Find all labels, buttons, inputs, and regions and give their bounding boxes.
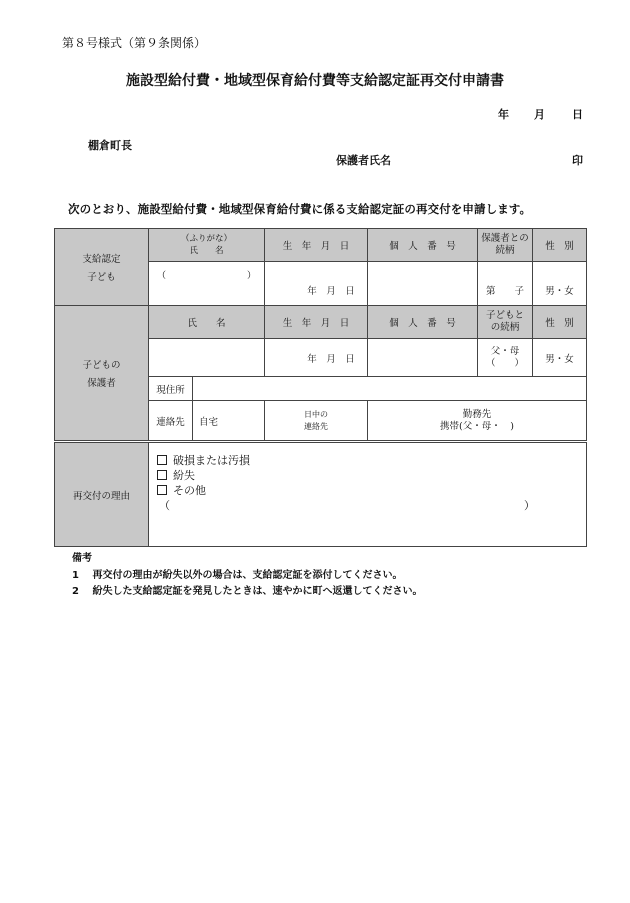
reason-option-other[interactable]: その他 <box>157 483 580 498</box>
guardian-relation-header: 子どもと の続柄 <box>478 306 533 339</box>
guardian-name-label: 保護者氏名 <box>336 154 391 167</box>
guardian-mynumber-header: 個 人 番 号 <box>368 306 478 339</box>
guardian-gender-field[interactable]: 男・女 <box>533 339 587 377</box>
child-relation-field[interactable]: 第 子 <box>478 262 533 306</box>
date-month-label: 月 <box>534 108 545 121</box>
guardian-birth-header: 生 年 月 日 <box>265 306 368 339</box>
child-name-field[interactable]: （ ） <box>149 262 265 306</box>
daytime-contact-label: 日中の 連絡先 <box>265 401 368 441</box>
reason-option-lost[interactable]: 紛失 <box>157 468 580 483</box>
child-birth-header: 生 年 月 日 <box>265 229 368 262</box>
reason-other-field[interactable]: （ ） <box>159 499 535 512</box>
guardian-mynumber-field[interactable] <box>368 339 478 377</box>
reason-option-damage[interactable]: 破損または汚損 <box>157 453 580 468</box>
guardian-name-field[interactable] <box>149 339 265 377</box>
guardian-relation-field[interactable]: 父・母 （ ） <box>478 339 533 377</box>
guardian-name-header: 氏 名 <box>149 306 265 339</box>
reason-label: 再交付の理由 <box>55 443 149 547</box>
child-mynumber-header: 個 人 番 号 <box>368 229 478 262</box>
guardian-gender-header: 性 別 <box>533 306 587 339</box>
reason-table <box>54 442 587 547</box>
address-field[interactable] <box>193 377 587 401</box>
document-title: 施設型給付費・地域型保育給付費等支給認定証再交付申請書 <box>126 73 504 89</box>
intro-text: 次のとおり、施設型給付費・地域型保育給付費に係る支給認定証の再交付を申請します。 <box>68 202 532 216</box>
home-phone-label: 自宅 <box>193 401 265 441</box>
child-gender-field[interactable]: 男・女 <box>533 262 587 306</box>
checkbox-icon[interactable] <box>157 470 167 480</box>
guardian-birth-field[interactable]: 年 月 日 <box>265 339 368 377</box>
addressee: 棚倉町長 <box>88 139 132 152</box>
date-year-label: 年 <box>498 108 509 121</box>
daytime-contact-field[interactable]: 勤務先 携帯(父・母・ ) <box>368 401 587 441</box>
child-mynumber-field[interactable] <box>368 262 478 306</box>
child-relation-header: 保護者との 続柄 <box>478 229 533 262</box>
checkbox-icon[interactable] <box>157 455 167 465</box>
contact-label: 連絡先 <box>149 401 193 441</box>
child-name-header: （ふりがな） 氏 名 <box>149 229 265 262</box>
guardian-section-label: 子どもの 保護者 <box>55 306 149 441</box>
form-number: 第８号様式（第９条関係） <box>62 36 207 50</box>
notes-heading: 備考 <box>72 553 92 564</box>
note-item: 2 紛失した支給認定証を発見したときは、速やかに町へ返還してください。 <box>72 586 423 597</box>
child-birth-field[interactable]: 年 月 日 <box>265 262 368 306</box>
application-form-table <box>54 228 587 441</box>
child-gender-header: 性 別 <box>533 229 587 262</box>
reason-options <box>149 443 587 547</box>
date-day-label: 日 <box>572 108 583 121</box>
checkbox-icon[interactable] <box>157 485 167 495</box>
address-label: 現住所 <box>149 377 193 401</box>
note-item: 1 再交付の理由が紛失以外の場合は、支給認定証を添付してください。 <box>72 570 403 581</box>
seal-mark: 印 <box>572 154 583 167</box>
child-section-label: 支給認定 子ども <box>55 229 149 306</box>
